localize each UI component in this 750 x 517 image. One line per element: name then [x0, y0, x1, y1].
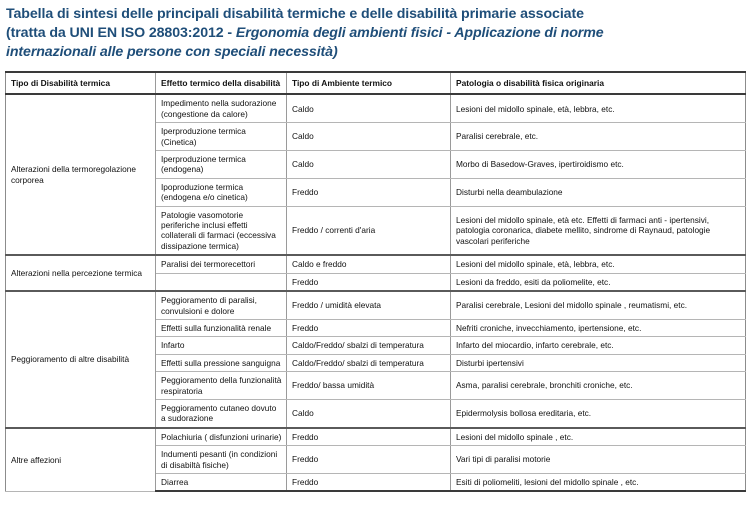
cell-originating-pathology: Infarto del miocardio, infarto cerebrale, etc.: [451, 337, 746, 354]
column-header-environment-type: Tipo di Ambiente termico: [287, 72, 451, 94]
cell-thermal-effect: Effetti sulla funzionalità renale: [156, 319, 287, 336]
table-row: [6, 94, 746, 122]
cell-thermal-effect: Patologie vasomotorie periferiche inclusi effetti collaterali di farmaci (eccessiva dissipazione termica): [156, 206, 287, 255]
cell-originating-pathology: Disturbi ipertensivi: [451, 354, 746, 371]
cell-thermal-effect: Peggioramento della funzionalità respiratoria: [156, 372, 287, 400]
cell-environment-type: Freddo: [287, 273, 451, 291]
table-header-row: [6, 72, 746, 94]
cell-originating-pathology: Disturbi nella deambulazione: [451, 178, 746, 206]
title-source-prefix: (tratta da UNI EN ISO 28803:2012 -: [6, 25, 236, 41]
disability-group-label: Peggioramento di altre disabilità: [6, 291, 156, 428]
cell-originating-pathology: Nefriti croniche, invecchiamento, ipertensione, etc.: [451, 319, 746, 336]
cell-thermal-effect: [156, 273, 287, 291]
cell-environment-type: Freddo: [287, 319, 451, 336]
cell-environment-type: Caldo/Freddo/ sbalzi di temperatura: [287, 354, 451, 371]
table-row: [6, 291, 746, 319]
cell-thermal-effect: Peggioramento cutaneo dovuto a sudorazione: [156, 399, 287, 427]
cell-originating-pathology: Paralisi cerebrale, Lesioni del midollo spinale , reumatismi, etc.: [451, 291, 746, 319]
cell-thermal-effect: Ipoproduzione termica (endogena e/o cinetica): [156, 178, 287, 206]
cell-originating-pathology: Lesioni del midollo spinale, età, lebbra, etc.: [451, 94, 746, 122]
cell-environment-type: Freddo / correnti d'aria: [287, 206, 451, 255]
cell-environment-type: Freddo: [287, 178, 451, 206]
cell-thermal-effect: Effetti sulla pressione sanguigna: [156, 354, 287, 371]
disability-group-label: Alterazioni della termoregolazione corporea: [6, 94, 156, 255]
title-line-2: [6, 24, 744, 43]
cell-thermal-effect: Iperproduzione termica (Cinetica): [156, 123, 287, 151]
cell-environment-type: Caldo: [287, 399, 451, 427]
table-body: [6, 94, 746, 491]
cell-thermal-effect: Peggioramento di paralisi, convulsioni e dolore: [156, 291, 287, 319]
cell-thermal-effect: Diarrea: [156, 473, 287, 491]
cell-environment-type: Freddo / umidità elevata: [287, 291, 451, 319]
disability-group-label: Alterazioni nella percezione termica: [6, 255, 156, 291]
cell-thermal-effect: Indumenti pesanti (in condizioni di disabiltà fisiche): [156, 446, 287, 474]
column-header-thermal-effect: Effetto termico della disabilità: [156, 72, 287, 94]
cell-originating-pathology: Epidermolysis bollosa ereditaria, etc.: [451, 399, 746, 427]
cell-environment-type: Caldo: [287, 94, 451, 122]
cell-thermal-effect: Paralisi dei termorecettori: [156, 255, 287, 273]
cell-originating-pathology: Paralisi cerebrale, etc.: [451, 123, 746, 151]
cell-thermal-effect: Infarto: [156, 337, 287, 354]
table-container: [5, 71, 745, 492]
cell-originating-pathology: Lesioni del midollo spinale, età etc. Effetti di farmaci anti - ipertensivi, patologia coronarica, diabete mellito, sindrome di Raynaud, patologie vascolari periferiche: [451, 206, 746, 255]
cell-originating-pathology: Esiti di poliomeliti, lesioni del midollo spinale , etc.: [451, 473, 746, 491]
table-header: [6, 72, 746, 94]
cell-thermal-effect: Impedimento nella sudorazione (congestione da calore): [156, 94, 287, 122]
title-line-1: Tabella di sintesi delle principali disabilità termiche e delle disabilità primarie associate: [6, 6, 584, 22]
cell-environment-type: Freddo: [287, 446, 451, 474]
cell-environment-type: Caldo/Freddo/ sbalzi di temperatura: [287, 337, 451, 354]
cell-environment-type: Freddo: [287, 428, 451, 446]
table-row: [6, 428, 746, 446]
cell-environment-type: Caldo e freddo: [287, 255, 451, 273]
cell-originating-pathology: Lesioni del midollo spinale, età, lebbra, etc.: [451, 255, 746, 273]
title-standard-name-part1: Ergonomia degli ambienti fisici - Applicazione di norme: [235, 25, 604, 41]
cell-environment-type: Caldo: [287, 123, 451, 151]
cell-thermal-effect: Iperproduzione termica (endogena): [156, 151, 287, 179]
cell-environment-type: Caldo: [287, 151, 451, 179]
thermal-disability-table: [5, 71, 746, 492]
page-title: [0, 0, 750, 62]
title-standard-name-part2: internazionali alle persone con speciali necessità): [6, 44, 338, 60]
column-header-disability-type: Tipo di Disabilità termica: [6, 72, 156, 94]
cell-originating-pathology: Morbo di Basedow-Graves, ipertiroidismo etc.: [451, 151, 746, 179]
cell-thermal-effect: Polachiuria ( disfunzioni urinarie): [156, 428, 287, 446]
disability-group-label: Altre affezioni: [6, 428, 156, 492]
column-header-originating-pathology: Patologia o disabilità fisica originaria: [451, 72, 746, 94]
table-row: [6, 255, 746, 273]
cell-environment-type: Freddo/ bassa umidità: [287, 372, 451, 400]
cell-originating-pathology: Vari tipi di paralisi motorie: [451, 446, 746, 474]
cell-originating-pathology: Lesioni del midollo spinale , etc.: [451, 428, 746, 446]
cell-environment-type: Freddo: [287, 473, 451, 491]
cell-originating-pathology: Lesioni da freddo, esiti da poliomelite, etc.: [451, 273, 746, 291]
cell-originating-pathology: Asma, paralisi cerebrale, bronchiti croniche, etc.: [451, 372, 746, 400]
